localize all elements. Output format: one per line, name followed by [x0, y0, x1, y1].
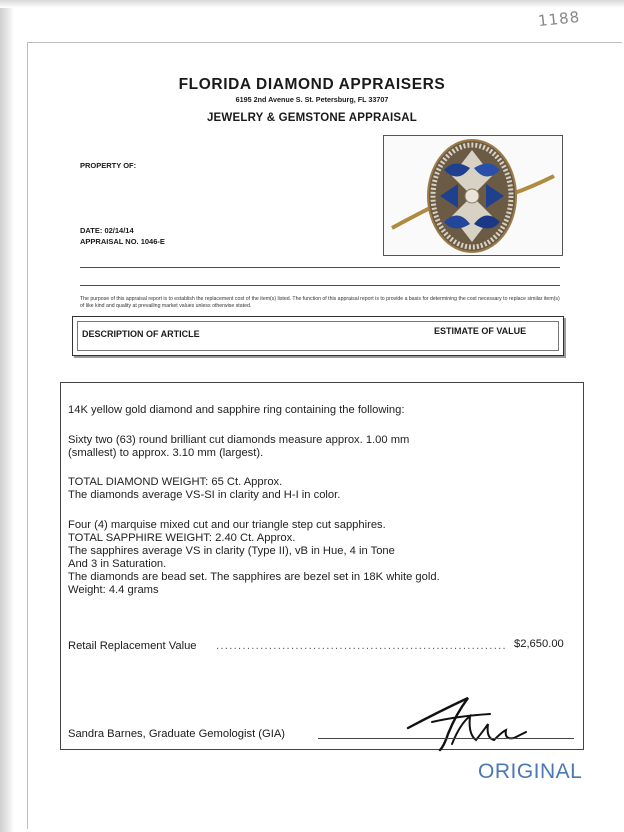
scan-top-edge [0, 0, 624, 8]
gemologist-name: Sandra Barnes, Graduate Gemologist (GIA) [68, 728, 286, 740]
text-line: And 3 in Saturation. [68, 558, 167, 570]
text-line: Four (4) marquise mixed cut and our triangle step cut sapphires. [68, 519, 386, 531]
appraisal-number-label: APPRAISAL NO. [80, 237, 139, 246]
signature-graphic [398, 684, 548, 754]
estimate-header-label: ESTIMATE OF VALUE [434, 326, 527, 336]
diamond-description [68, 434, 409, 460]
company-address: 6195 2nd Avenue S. St. Petersburg, FL 33707 [235, 95, 389, 104]
description-intro: 14K yellow gold diamond and sapphire ring containing the following: [68, 404, 405, 416]
description-header-label: DESCRIPTION OF ARTICLE [82, 329, 200, 339]
retail-value-amount: $2,650.00 [514, 638, 564, 650]
text-line: TOTAL SAPPHIRE WEIGHT: 2.40 Ct. Approx. [68, 532, 296, 544]
date-value: 02/14/14 [104, 226, 134, 235]
signature-line [318, 738, 574, 739]
property-of-label: PROPERTY OF: [80, 161, 137, 170]
text-line: Sixty two (63) round brilliant cut diamonds measure approx. 1.00 mm [68, 434, 410, 446]
document-title: JEWELRY & GEMSTONE APPRAISAL [206, 112, 418, 124]
property-line-2 [80, 285, 560, 286]
date-label: DATE: [80, 226, 103, 235]
text-line: TOTAL DIAMOND WEIGHT: 65 Ct. Approx. [68, 476, 283, 488]
handwritten-corner-note: 1188 [537, 7, 582, 31]
company-name: FLORIDA DIAMOND APPRAISERS [178, 76, 446, 93]
text-line: (smallest) to approx. 3.10 mm (largest). [68, 447, 264, 459]
ring-image [384, 136, 562, 255]
text-line: The diamonds average VS-SI in clarity and H-I in color. [68, 489, 341, 501]
original-stamp: ORIGINAL [478, 760, 583, 783]
diamond-weight-block [68, 476, 340, 502]
purpose-statement: The purpose of this appraisal report is to establish the replacement cost of the item(s) listed. The function of this appraisal report is to provide a basis for determining the cost necessary to replace similar item(s) of like kind and quality at prevailing market values unless otherwise stated. [80, 296, 560, 309]
text-line: The sapphires average VS in clarity (Type II), vB in Hue, 4 in Tone [68, 545, 395, 557]
retail-value-label: Retail Replacement Value [68, 640, 197, 652]
ring-photo [383, 135, 563, 256]
property-line-1 [80, 267, 560, 268]
sapphire-block [68, 519, 440, 597]
retail-value-leader-dots: .................................................................. [216, 640, 507, 652]
text-line: Weight: 4.4 grams [68, 584, 159, 596]
scan-left-edge [0, 0, 14, 832]
text-line: The diamonds are bead set. The sapphires are bezel set in 18K white gold. [68, 571, 440, 583]
date-line [80, 226, 134, 235]
appraisal-number-value: 1046-E [140, 237, 165, 246]
appraisal-number-line [80, 237, 165, 246]
gemologist-signature [398, 684, 548, 754]
